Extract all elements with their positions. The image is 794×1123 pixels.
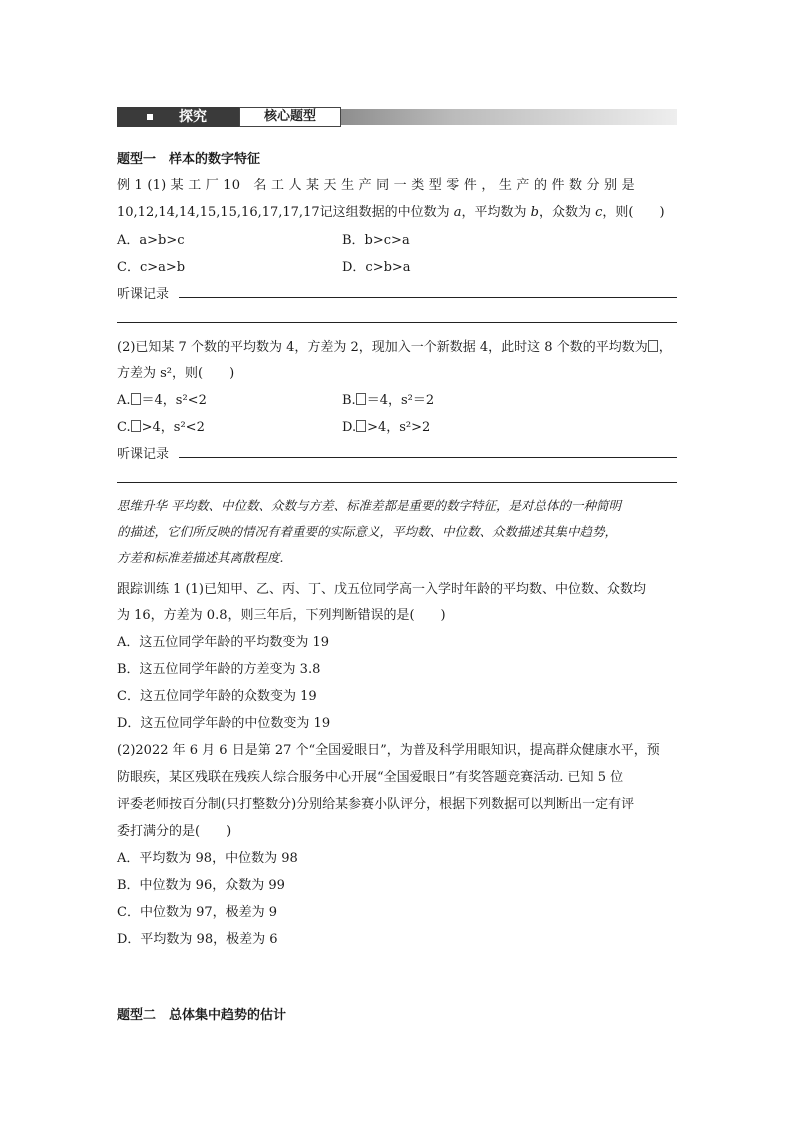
option-c-text: >4，s²<2 [141,420,205,435]
example1-1-line2-b: ，平均数为 [461,205,531,220]
header-tab-core [239,107,341,127]
training1-2-option-c: C．中位数为 97，极差为 9 [117,905,278,920]
var-b: b [530,205,539,220]
type2-title: 题型二 总体集中趋势的估计 [117,1008,287,1023]
option-d-label: D. [342,420,357,435]
example1-1-line2-c: ，众数为 [538,205,596,220]
xbar-glyph-icon [356,393,366,405]
option-b-label: B. [342,393,356,408]
example1-1-option-d: D．c>b>a [342,260,411,275]
example1-2-line1-end: ， [658,340,672,355]
training1-2-option-d: D．平均数为 98，极差为 6 [117,932,278,947]
option-a-text: ＝4，s²<2 [141,393,207,408]
example1-2-option-c [117,416,205,435]
example1-2-line2: 方差为 s²，则( ) [117,366,235,381]
training1-2-line4: 委打满分的是( ) [117,824,232,839]
training1-1-line1: 跟踪训练 1 (1)已知甲、乙、丙、丁、戊五位同学高一入学时年龄的平均数、中位数、众数均 [117,582,646,597]
summary-line1: 思维升华 平均数、中位数、众数与方差、标准差都是重要的数字特征，是对总体的一种简明 [117,498,621,513]
header-tab-explore [117,107,239,127]
example1-1-line1: 例 1 (1) 某 工 厂 10 名 工 人 某 天 生 产 同 一 类 型 零 件 ， 生 产 的 件 数 分 别 是 [117,178,635,193]
example1-2-option-d [342,416,430,435]
training1-1-option-d: D．这五位同学年龄的中位数变为 19 [117,716,331,731]
training1-2-option-a: A．平均数为 98，中位数为 98 [117,851,298,866]
option-c-label: C. [117,420,131,435]
notes-line [179,457,677,458]
example1-2-option-b [342,389,434,408]
option-d-text: >4，s²>2 [367,420,431,435]
example1-1-line2-d: ，则( ) [602,205,665,220]
section-header-bar [117,107,677,127]
square-bullet-icon [147,114,153,120]
example1-1-option-b: B．b>c>a [342,233,410,248]
var-a: a [453,205,462,220]
notes-label: 听课记录 [117,447,170,462]
option-b-text: ＝4，s²＝2 [366,393,435,408]
example1-1-line2-a: 10,12,14,14,15,15,16,17,17,17记这组数据的中位数为 [117,205,454,220]
xbar-glyph-icon [131,420,141,432]
training1-2-line1: (2)2022 年 6 月 6 日是第 27 个“全国爱眼日”，为普及科学用眼知识，提高群众健康水平，预 [117,743,660,758]
training1-1-option-c: C．这五位同学年龄的众数变为 19 [117,689,317,704]
header-tab-explore-label: 探究 [179,109,207,125]
example1-1-option-a: A．a>b>c [117,233,185,248]
option-a-label: A. [117,393,131,408]
example1-1-option-c: C．c>a>b [117,260,186,275]
example1-2-line1 [117,336,672,355]
summary-line2: 的描述，它们所反映的情况有着重要的实际意义，平均数、中位数、众数描述其集中趋势， [117,524,618,539]
xbar-glyph-icon [356,420,366,432]
notes-line [179,297,677,298]
example1-2-line1-text: (2)已知某 7 个数的平均数为 4，方差为 2，现加入一个新数据 4，此时这 8 个数的平均数为 [117,340,648,355]
xbar-glyph-icon [648,340,658,352]
training1-2-line3: 评委老师按百分制(只打整数分)分别给某参赛小队评分，根据下列数据可以判断出一定有评 [117,797,635,812]
header-tab-core-label: 核心题型 [263,109,316,124]
notes-line [117,482,677,483]
training1-1-line2: 为 16，方差为 0.8，则三年后，下列判断错误的是( ) [117,608,446,623]
training1-2-line2: 防眼疾，某区残联在残疾人综合服务中心开展“全国爱眼日”有奖答题竞赛活动. 已知 5 位 [117,770,624,785]
notes-label: 听课记录 [117,287,170,302]
training1-2-option-b: B．中位数为 96，众数为 99 [117,878,285,893]
xbar-glyph-icon [131,393,141,405]
example1-2-option-a [117,389,207,408]
training1-1-option-a: A．这五位同学年龄的平均数变为 19 [117,635,330,650]
summary-line3: 方差和标准差描述其离散程度. [117,550,284,565]
training1-1-option-b: B．这五位同学年龄的方差变为 3.8 [117,662,321,677]
var-c: c [595,205,603,220]
example1-1-line2 [117,201,665,220]
type1-title: 题型一 样本的数字特征 [117,152,261,167]
notes-line [117,322,677,323]
